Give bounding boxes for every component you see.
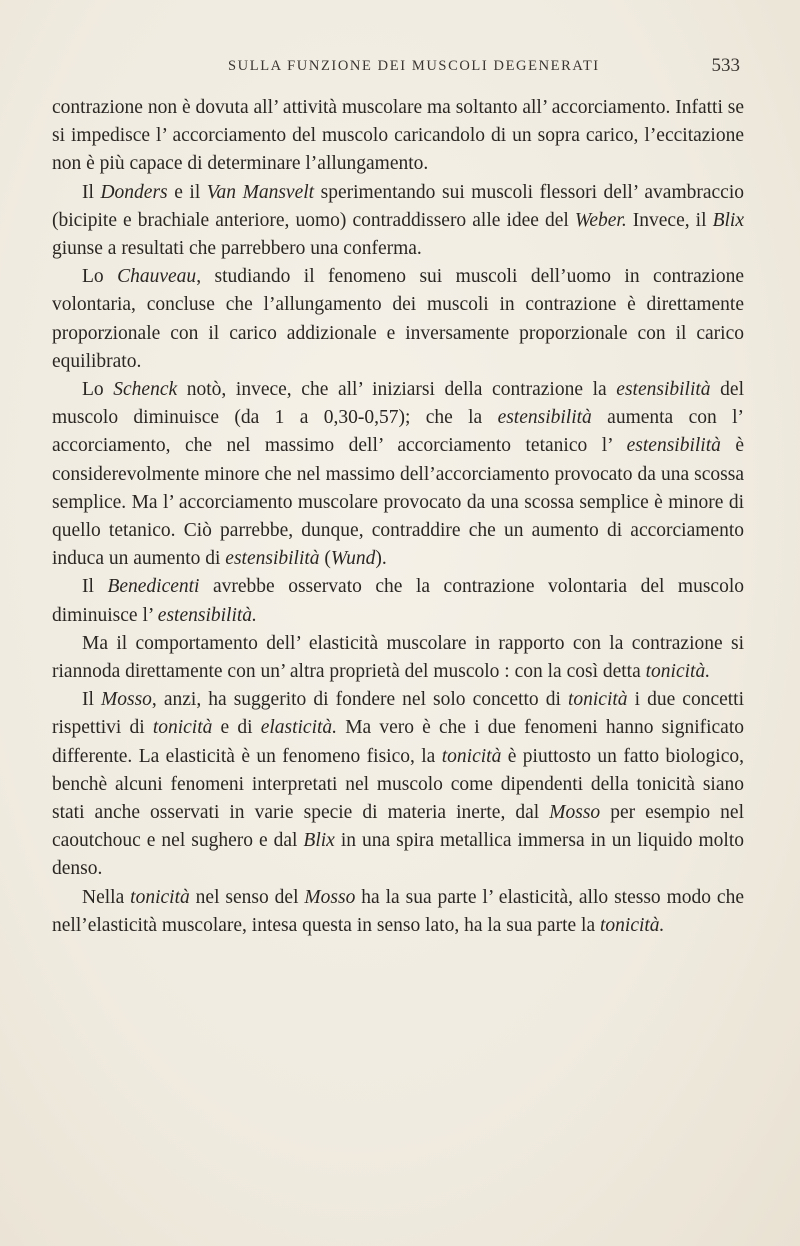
text-run: Nella bbox=[82, 886, 131, 908]
italic-run: Benedicenti bbox=[107, 576, 200, 598]
text-run: notò, invece, che all’ iniziarsi della contrazione la bbox=[177, 379, 617, 401]
body-text bbox=[52, 94, 744, 940]
text-run: e il bbox=[167, 181, 207, 203]
paragraph bbox=[52, 573, 744, 629]
text-run: Ma il comportamento dell’ elasticità muscolare in rapporto con la contrazione si riannoda direttamente con un’ altra proprietà del muscolo : con la così detta bbox=[52, 632, 744, 683]
text-run: Lo bbox=[82, 379, 114, 401]
italic-run: Donders bbox=[100, 181, 168, 203]
paragraph bbox=[52, 376, 744, 573]
italic-run: estensibilità bbox=[497, 407, 592, 429]
italic-run: estensibilità. bbox=[157, 604, 257, 626]
italic-run: Weber. bbox=[574, 209, 627, 231]
text-run: nel senso del bbox=[189, 886, 305, 908]
italic-run: tonicità bbox=[441, 745, 502, 767]
italic-run: Chauveau bbox=[117, 266, 197, 288]
italic-run: Schenck bbox=[113, 379, 178, 401]
text-run: giunse a resultati che parrebbero una conferma. bbox=[52, 238, 422, 260]
paragraph bbox=[52, 179, 744, 264]
paragraph bbox=[52, 884, 744, 940]
italic-run: estensibilità bbox=[225, 548, 320, 570]
text-run: Il bbox=[82, 576, 108, 598]
text-run: Il bbox=[82, 181, 101, 203]
text-run: ). bbox=[375, 548, 387, 570]
text-run: avrebbe osservato che la contrazione volontaria del muscolo diminuisce l’ bbox=[52, 576, 744, 626]
text-run: del muscolo diminuisce (da 1 a 0,30-0,57); che la bbox=[52, 379, 744, 429]
italic-run: tonicità bbox=[152, 717, 213, 739]
italic-run: estensibilità bbox=[626, 435, 721, 457]
italic-run: tonicità bbox=[567, 689, 628, 711]
italic-run: tonicità bbox=[130, 886, 190, 908]
italic-run: Mosso bbox=[100, 689, 152, 711]
italic-run: Wund bbox=[330, 548, 376, 570]
running-head: SULLA FUNZIONE DEI MUSCOLI DEGENERATI bbox=[228, 58, 600, 74]
italic-run: estensibilità bbox=[616, 379, 711, 401]
italic-run: tonicità. bbox=[645, 661, 711, 683]
italic-run: Mosso bbox=[304, 886, 356, 908]
text-run: Il bbox=[82, 689, 101, 711]
text-run: sperimentando sui muscoli flessori dell’ avambraccio (bicipite e brachiale anteriore, uomo) contraddissero alle idee del bbox=[52, 181, 744, 231]
page-number: 533 bbox=[711, 55, 740, 76]
text-run: è considerevolmente minore che nel massimo dell’accorciamento provocato da una scossa semplice. Ma l’ accorciamento muscolare provocato da una scossa semplice è minore di quello tetanico. Ciò parrebbe, dunque, contraddire che un aumento di accorciamento induca un aumento di bbox=[52, 435, 744, 570]
paragraph bbox=[52, 263, 744, 376]
italic-run: Van Mansvelt bbox=[206, 181, 315, 203]
text-run: è piuttosto un fatto biologico, benchè alcuni fenomeni interpretati nel muscolo come dipendenti della tonicità siano stati anche osservati in varie specie di materia inerte, dal bbox=[52, 745, 744, 824]
text-run: in una spira metallica immersa in un liquido molto denso. bbox=[52, 830, 744, 880]
text-run: , studiando il fenomeno sui muscoli dell’uomo in contrazione volontaria, concluse che l’allungamento dei muscoli in contrazione è direttamente proporzionale con il carico addizionale e inversamente proporzionale con il carico equilibrato. bbox=[52, 266, 744, 372]
text-run: Invece, il bbox=[626, 209, 713, 231]
text-run: per esempio nel caoutchouc e nel sughero e dal bbox=[52, 802, 744, 852]
italic-run: Blix bbox=[303, 830, 335, 852]
text-run: ( bbox=[319, 548, 331, 570]
paragraph bbox=[52, 630, 744, 686]
paragraph bbox=[52, 686, 744, 883]
text-run: i due concetti rispettivi di bbox=[52, 689, 745, 739]
italic-run: elasticità. bbox=[260, 717, 338, 739]
text-run: aumenta con l’ accorciamento, che nel massimo dell’ accorciamento tetanico l’ bbox=[52, 407, 744, 457]
paragraph bbox=[52, 94, 744, 179]
text-run: contrazione non è dovuta all’ attività muscolare ma soltanto all’ accorciamento. Infatti se si impedisce l’ accorciamento del muscolo caricandolo di un sopra carico, l’eccitazione non è più capace di determinare l’allungamento. bbox=[52, 97, 744, 175]
italic-run: tonicità. bbox=[599, 914, 665, 936]
italic-run: Mosso bbox=[549, 802, 601, 824]
italic-run: Blix bbox=[712, 209, 744, 231]
text-run: Ma vero è che i due fenomeni hanno significato differente. La elasticità è un fenomeno fisico, la bbox=[52, 717, 744, 767]
text-run: ha la sua parte l’ elasticità, allo stesso modo che nell’elasticità muscolare, intesa questa in senso lato, ha la sua parte la bbox=[52, 886, 744, 936]
text-run: e di bbox=[212, 717, 261, 739]
text-run: , anzi, ha suggerito di fondere nel solo concetto di bbox=[151, 689, 568, 711]
text-run: Lo bbox=[82, 266, 118, 288]
